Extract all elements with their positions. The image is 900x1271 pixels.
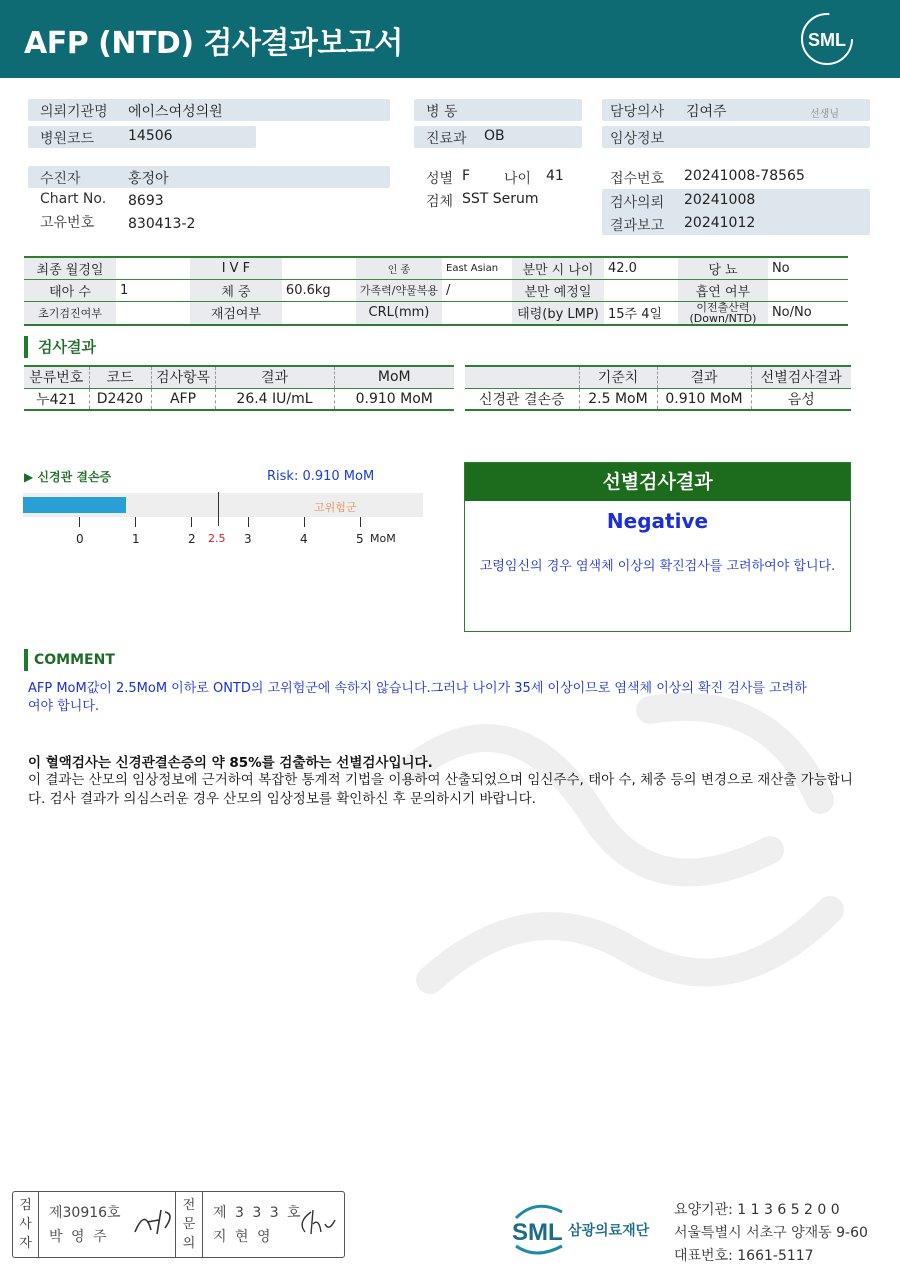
request-date-value: 20241008 [684, 192, 756, 208]
axis-tick [360, 517, 361, 527]
info-table-value [442, 301, 512, 325]
screening-result-box [464, 462, 851, 632]
risk-condition-label: ▶ 신경관 결손증 [24, 470, 112, 484]
info-table-label: 재검여부 [190, 301, 282, 325]
ref-cell-reference: 2.5 MoM [579, 388, 657, 410]
cell-item: AFP [151, 388, 215, 410]
info-table-label: I V F [190, 257, 282, 279]
signature-box [12, 1191, 345, 1258]
info-table-value: 15주 4일 [604, 301, 678, 325]
org-name: 삼광의료재단 [568, 1223, 650, 1239]
info-table-label: 태령(by LMP) [512, 301, 604, 325]
org-logo-text: SML [512, 1219, 563, 1246]
info-table-value: / [442, 279, 512, 301]
info-table-value [116, 301, 190, 325]
header-item: 검사항목 [151, 366, 215, 388]
info-table-label: 태아 수 [24, 279, 116, 301]
axis-tick [248, 517, 249, 527]
axis-tick-label: 1 [132, 532, 140, 546]
chart-no-label: Chart No. [40, 191, 107, 207]
axis-tick-label: 5 [356, 532, 364, 546]
institution-label: 의뢰기관명 [40, 104, 108, 120]
axis-tick [135, 517, 136, 527]
svg-text:SML: SML [808, 30, 846, 50]
results-header-row [24, 366, 454, 388]
info-table-value [282, 301, 356, 325]
comment-title: COMMENT [24, 649, 115, 671]
specimen-label: 검체 [426, 194, 454, 210]
results-section-title: 검사결과 [24, 336, 96, 358]
comment-text: AFP MoM값이 2.5MoM 이하로 ONTD의 고위험군에 속하지 않습니다.그러나 나이가 35세 이상이므로 염색체 이상의 확진 검사를 고려하여야 합니다. [28, 681, 807, 714]
specimen-value: SST Serum [462, 191, 539, 207]
inspector-signature [131, 1204, 177, 1238]
axis-tick [191, 517, 192, 527]
hospital-code-value: 14506 [128, 128, 173, 144]
org-address: 서울특별시 서초구 양재동 9-60 [674, 1225, 868, 1241]
institution-value: 에이스여성의원 [128, 104, 223, 120]
clinical-info-label: 임상정보 [610, 131, 665, 147]
info-table-label: 흡연 여부 [678, 279, 768, 301]
hospital-code-label: 병원코드 [40, 131, 95, 147]
ward-label: 병 동 [426, 104, 458, 120]
axis-tick-label: 2 [188, 532, 196, 546]
axis-tick [79, 517, 80, 527]
specialist-license-no: 제 3 3 3 호 [213, 1205, 303, 1221]
screening-message: 고령임신의 경우 염색체 이상의 확진검사를 고려하여야 합니다. [479, 559, 836, 574]
ref-header-screening: 선별검사결과 [751, 366, 851, 388]
results-table [24, 365, 454, 411]
sex-value: F [462, 168, 471, 184]
header-mom: MoM [334, 366, 454, 388]
cell-result: 26.4 IU/mL [215, 388, 334, 410]
watermark-logo [350, 650, 900, 1090]
info-table-value [116, 257, 190, 279]
org-phone: 대표번호: 1661-5117 [674, 1248, 814, 1264]
info-table-value: 60.6kg [282, 279, 356, 301]
info-table-label: 분만 예정일 [512, 279, 604, 301]
patient-name-value: 홍정아 [128, 171, 169, 187]
info-table-label: 최종 월경일 [24, 257, 116, 279]
patient-name-row [28, 166, 390, 188]
header-result: 결과 [215, 366, 334, 388]
cell-mom: 0.910 MoM [334, 388, 454, 410]
reference-row [465, 388, 851, 410]
doctor-suffix: 선생님 [810, 109, 839, 120]
reference-header-row [465, 366, 851, 388]
screening-note-body: 이 결과는 산모의 임상정보에 근거하여 복잡한 통계적 기법을 이용하여 산출되었으며 임신주수, 태아 수, 체중 등의 변경으로 재산출 가능합니다. 검사 결과가 의심스러운 경우 산모의 임상정보를 확인하신 후 문의하시기 바랍니다. [28, 772, 853, 807]
specialist-label: 전 문 의 [175, 1192, 203, 1257]
ref-cell-result: 0.910 MoM [657, 388, 751, 410]
ref-cell-screening: 음성 [751, 388, 851, 410]
ref-header-reference: 기준치 [579, 366, 657, 388]
patient-id-value: 830413-2 [128, 216, 196, 232]
doctor-value: 김여주 [686, 104, 727, 120]
ref-header-blank [465, 366, 579, 388]
axis-tick-label: 0 [76, 532, 84, 546]
risk-value-text: Risk: 0.910 MoM [267, 469, 375, 484]
specialist-signature [295, 1206, 339, 1238]
report-date-value: 20241012 [684, 215, 756, 231]
patient-id-label: 고유번호 [40, 215, 95, 231]
report-title: AFP (NTD) 검사결과보고서 [24, 26, 403, 61]
clinical-info-table [24, 256, 848, 326]
screening-title: 선별검사결과 [465, 463, 850, 501]
inspector-name: 박 영 주 [49, 1229, 109, 1245]
info-table-value: 1 [116, 279, 190, 301]
risk-cutoff-line [218, 492, 219, 526]
cell-class-no: 누421 [24, 388, 89, 410]
header-code: 코드 [89, 366, 151, 388]
axis-unit-label: MoM [370, 532, 396, 545]
axis-tick-label: 3 [244, 532, 252, 546]
axis-tick-label: 4 [300, 532, 308, 546]
info-table-row [24, 301, 848, 325]
request-date-label: 검사의뢰 [610, 195, 665, 211]
sex-label: 성별 [426, 171, 454, 187]
report-header [0, 0, 900, 78]
report-date-label: 결과보고 [610, 218, 665, 234]
patient-name-label: 수진자 [40, 171, 81, 187]
info-table-value: 42.0 [604, 257, 678, 279]
department-label: 진료과 [426, 131, 467, 147]
specialist-name: 지 현 영 [213, 1229, 273, 1245]
results-row [24, 388, 454, 410]
ref-header-result: 결과 [657, 366, 751, 388]
cell-code: D2420 [89, 388, 151, 410]
inspector-label: 검 사 자 [13, 1192, 39, 1257]
ref-cell-condition: 신경관 결손증 [465, 388, 579, 410]
sml-logo-icon [798, 12, 856, 66]
info-table-label: 가족력/약물복용 [356, 279, 442, 301]
info-table-value [768, 279, 848, 301]
age-label: 나이 [504, 171, 532, 187]
receipt-no-label: 접수번호 [610, 171, 665, 187]
info-table-label: CRL(mm) [356, 301, 442, 325]
info-table-value: No/No [768, 301, 848, 325]
header-class-no: 분류번호 [24, 366, 89, 388]
org-code: 요양기관: 1 1 3 6 5 2 0 0 [674, 1202, 840, 1218]
high-risk-label: 고위험군 [314, 501, 357, 514]
info-table-label: 초기검진여부 [24, 301, 116, 325]
chart-no-value: 8693 [128, 193, 164, 209]
inspector-license-no: 제30916호 [49, 1205, 121, 1221]
info-table-value: No [768, 257, 848, 279]
info-table-value: East Asian [442, 257, 512, 279]
doctor-label: 담당의사 [610, 104, 665, 120]
cutoff-tick-label: 2.5 [208, 532, 226, 545]
info-table-label: 이전출산력 (Down/NTD) [678, 301, 768, 325]
info-table-label: 체 중 [190, 279, 282, 301]
info-table-label: 분만 시 나이 [512, 257, 604, 279]
info-table-row [24, 257, 848, 279]
screening-note-bold: 이 혈액검사는 신경관결손증의 약 85%를 검출하는 선별검사입니다. [28, 755, 433, 771]
info-table-value [604, 279, 678, 301]
axis-tick [304, 517, 305, 527]
receipt-no-value: 20241008-78565 [684, 168, 805, 184]
info-table-label: 당 뇨 [678, 257, 768, 279]
age-value: 41 [546, 168, 564, 184]
screening-result: Negative [606, 509, 709, 533]
info-table-row [24, 279, 848, 301]
info-table-label: 인 종 [356, 257, 442, 279]
department-value: OB [484, 128, 505, 144]
info-table-value [282, 257, 356, 279]
reference-table [465, 365, 851, 411]
risk-bar-fill [23, 497, 126, 513]
org-logo [510, 1200, 660, 1260]
